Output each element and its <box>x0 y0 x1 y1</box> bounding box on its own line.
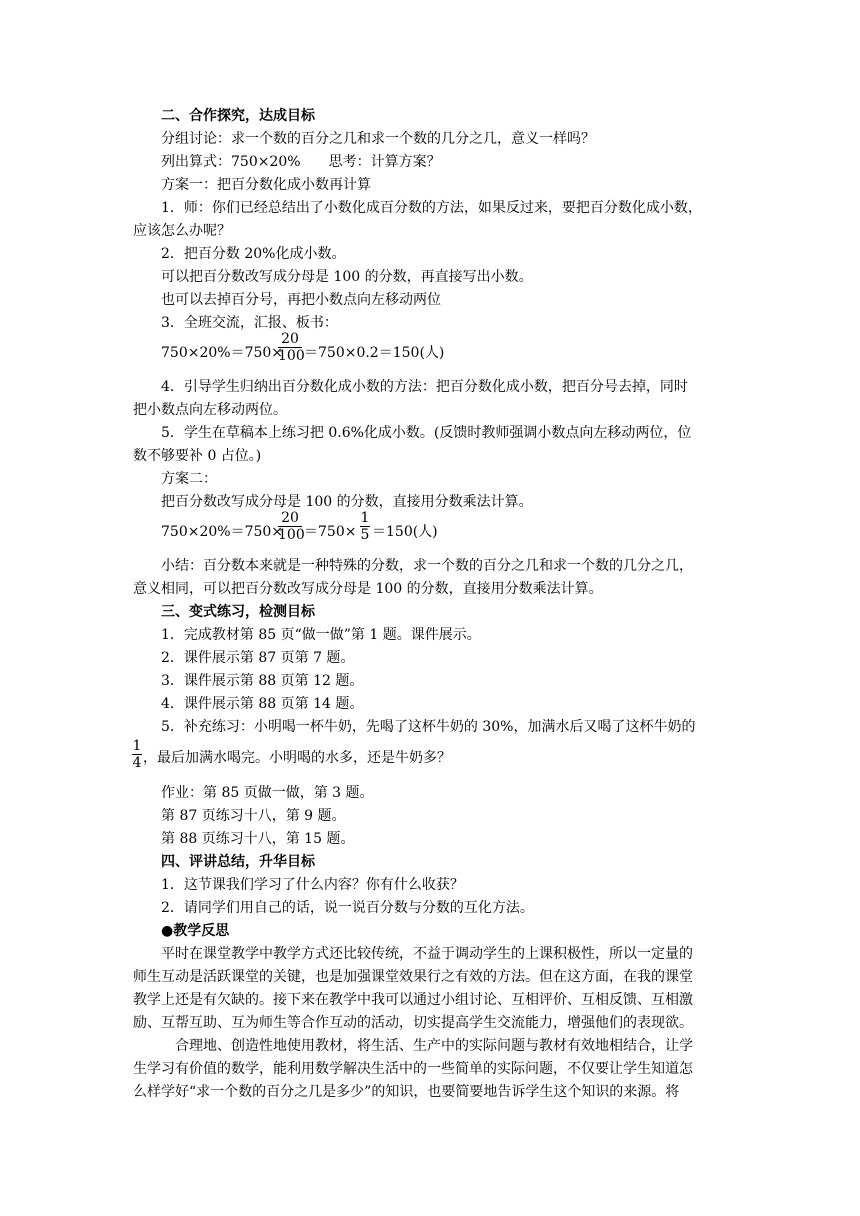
list-item: 2．请同学们用自己的话，说一说百分数与分数的互化方法。 <box>161 900 534 916</box>
text-line: 1．师：你们已经总结出了小数化成百分数的方法，如果反过来，要把百分数化成小数， <box>161 200 702 216</box>
list-item: 2．课件展示第 87 页第 7 题。 <box>161 650 355 666</box>
fraction <box>278 510 305 543</box>
text-line: 5．学生在草稿本上练习把 0.6%化成小数。(反馈时教师强调小数点向左移动两位，位 <box>161 425 692 441</box>
equation-mid: ＝750× <box>304 524 357 540</box>
text-line: 把小数点向左移动两位。 <box>133 402 287 418</box>
text-line: 列出算式：750×20% 思考：计算方案？ <box>161 154 441 170</box>
text-line: 意义相同，可以把百分数改写成分母是 100 的分数，直接用分数乘法计算。 <box>133 581 603 597</box>
list-item: 4．课件展示第 88 页第 14 题。 <box>161 696 364 712</box>
fraction-numerator: 20 <box>278 510 302 527</box>
reflection-heading: ●教学反思 <box>161 923 230 939</box>
text-line: 2．把百分数 20%化成小数。 <box>161 246 346 262</box>
equation-right: ＝150(人) <box>372 524 438 540</box>
fraction-numerator: 20 <box>278 331 302 348</box>
text-line: 把百分数改写成分母是 100 的分数，直接用分数乘法计算。 <box>161 494 533 510</box>
text-line: 作业：第 85 页做一做，第 3 题。 <box>161 785 374 801</box>
fraction-denominator: 100 <box>278 348 305 364</box>
fraction-denominator: 4 <box>132 755 142 771</box>
fraction-numerator: 1 <box>132 738 142 754</box>
text-line: 3．全班交流，汇报、板书： <box>161 315 338 331</box>
text-line: 4．引导学生归纳出百分数化成小数的方法：把百分数化成小数，把百分号去掉，同时 <box>161 379 688 395</box>
text-line: 也可以去掉百分号，再把小数点向左移动两位 <box>161 292 441 308</box>
list-item: 3．课件展示第 88 页第 12 题。 <box>161 673 364 689</box>
text-line: 小结：百分数本来就是一种特殊的分数，求一个数的百分之几和求一个数的几分之几， <box>161 558 693 574</box>
text-line: 么样学好“求一个数的百分之几是多少”的知识，也要简要地告诉学生这个知识的来源。将 <box>133 1084 680 1100</box>
fraction-numerator: 1 <box>360 510 370 526</box>
fraction <box>132 738 142 771</box>
text-line: 分组讨论：求一个数的百分之几和求一个数的几分之几，意义一样吗？ <box>161 131 595 147</box>
fraction <box>360 510 370 543</box>
list-item: 5．补充练习：小明喝一杯牛奶，先喝了这杯牛奶的 30%，加满水后又喝了这杯牛奶的 <box>161 719 696 735</box>
section-heading: 二、合作探究，达成目标 <box>161 108 315 124</box>
equation-left: 750×20%＝750× <box>161 524 284 540</box>
text-line: 励、互帮互助、互为师生等合作互动的活动，切实提高学生交流能力，增强他们的表现欲。 <box>133 1015 693 1031</box>
text-line: 数不够要补 0 占位。) <box>133 448 262 464</box>
list-item: 1．完成教材第 85 页“做一做”第 1 题。课件展示。 <box>161 627 481 643</box>
list-item: 1．这节课我们学习了什么内容？你有什么收获？ <box>161 877 464 893</box>
text-line: 可以把百分数改写成分母是 100 的分数，再直接写出小数。 <box>161 269 533 285</box>
text-line: 方案一：把百分数化成小数再计算 <box>161 177 371 193</box>
text-line: 教学上还是有欠缺的。接下来在教学中我可以通过小组讨论、互相评价、互相反馈、互相激 <box>133 992 693 1008</box>
equation-right: ＝750×0.2＝150(人) <box>304 345 445 361</box>
section-heading: 四、评讲总结，升华目标 <box>161 854 315 870</box>
text-line: 生学习有价值的数学，能利用数学解决生活中的一些简单的实际问题，不仅要让学生知道怎 <box>133 1061 693 1077</box>
fraction-denominator: 5 <box>360 527 370 543</box>
section-heading: 三、变式练习，检测目标 <box>161 604 315 620</box>
text-line: 第 88 页练习十八，第 15 题。 <box>161 831 355 847</box>
text-line: 师生互动是活跃课堂的关键，也是加强课堂效果行之有效的方法。但在这方面，在我的课堂 <box>133 969 693 985</box>
equation-left: 750×20%＝750× <box>161 345 284 361</box>
text-line: 方案二： <box>161 471 217 487</box>
text-line: 平时在课堂教学中教学方式还比较传统，不益于调动学生的上课积极性，所以一定量的 <box>161 946 693 962</box>
fraction <box>278 331 305 364</box>
text-line: 应该怎么办呢？ <box>133 223 231 239</box>
text-line: 合理地、创造性地使用教材，将生活、生产中的实际问题与教材有效地相结合，让学 <box>175 1038 693 1054</box>
text-line: ，最后加满水喝完。小明喝的水多，还是牛奶多？ <box>143 750 451 766</box>
fraction-denominator: 100 <box>278 527 305 543</box>
text-line: 第 87 页练习十八，第 9 题。 <box>161 808 346 824</box>
